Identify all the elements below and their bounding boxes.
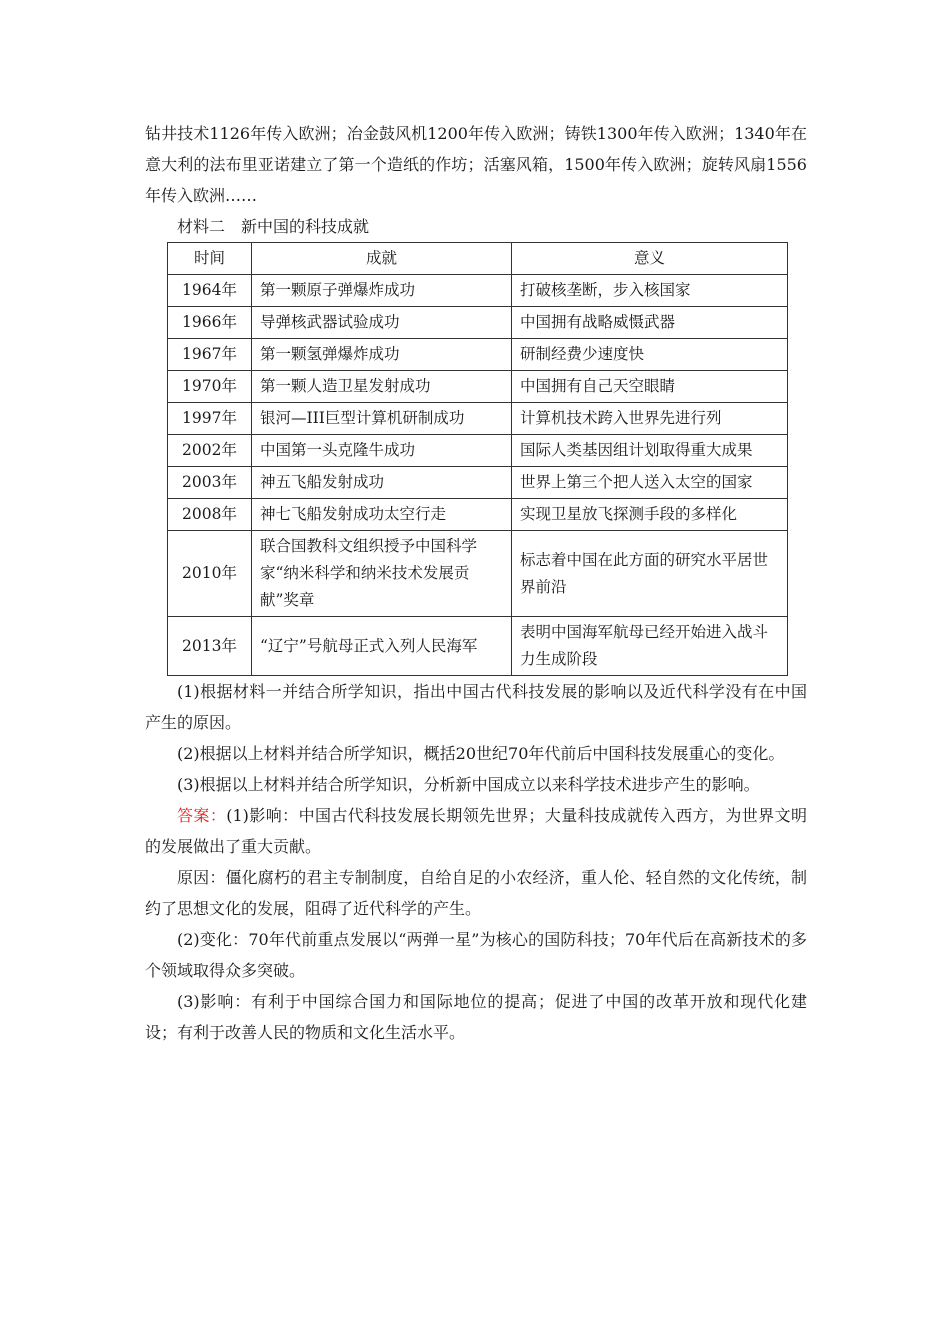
row-meaning: 标志着中国在此方面的研究水平居世界前沿 xyxy=(512,531,788,617)
question-2: (2)根据以上材料并结合所学知识，概括20世纪70年代前后中国科技发展重心的变化。 xyxy=(177,744,785,763)
answer-part-3: (3)影响：有利于中国综合国力和国际地位的提高；促进了中国的改革开放和现代化建设；有利于改善人民的物质和文化生活水平。 xyxy=(145,992,807,1042)
questions-block xyxy=(145,676,807,800)
row-achievement: 第一颗氢弹爆炸成功 xyxy=(252,339,512,371)
table-row xyxy=(168,435,788,467)
table-row xyxy=(168,499,788,531)
row-year: 1964年 xyxy=(168,275,252,307)
answer-label: 答案： xyxy=(177,806,227,825)
row-year: 2013年 xyxy=(168,617,252,676)
table-row xyxy=(168,531,788,617)
answer-part-1-text: (1)影响：中国古代科技发展长期领先世界；大量科技成就传入西方，为世界文明的发展做出了重大贡献。 xyxy=(145,806,807,856)
header-achievement: 成就 xyxy=(252,243,512,275)
table-row xyxy=(168,307,788,339)
document-page xyxy=(145,118,807,1048)
row-meaning: 打破核垄断，步入核国家 xyxy=(512,275,788,307)
question-1: (1)根据材料一并结合所学知识，指出中国古代科技发展的影响以及近代科学没有在中国产生的原因。 xyxy=(145,682,807,732)
answer-part-1 xyxy=(145,800,807,862)
answer-block xyxy=(145,800,807,1048)
question-3: (3)根据以上材料并结合所学知识，分析新中国成立以来科学技术进步产生的影响。 xyxy=(177,775,760,794)
table-row xyxy=(168,617,788,676)
row-achievement: 神七飞船发射成功太空行走 xyxy=(252,499,512,531)
row-meaning: 国际人类基因组计划取得重大成果 xyxy=(512,435,788,467)
row-year: 1970年 xyxy=(168,371,252,403)
row-meaning: 中国拥有自己天空眼睛 xyxy=(512,371,788,403)
row-year: 1967年 xyxy=(168,339,252,371)
header-meaning: 意义 xyxy=(512,243,788,275)
row-year: 2002年 xyxy=(168,435,252,467)
table-row xyxy=(168,403,788,435)
table-row xyxy=(168,339,788,371)
row-year: 1966年 xyxy=(168,307,252,339)
table-row xyxy=(168,371,788,403)
row-achievement: 中国第一头克隆牛成功 xyxy=(252,435,512,467)
table-row xyxy=(168,275,788,307)
material2-title: 材料二 新中国的科技成就 xyxy=(177,217,370,236)
row-meaning: 世界上第三个把人送入太空的国家 xyxy=(512,467,788,499)
row-year: 1997年 xyxy=(168,403,252,435)
row-achievement: “辽宁”号航母正式入列人民海军 xyxy=(252,617,512,676)
table-header-row xyxy=(168,243,788,275)
row-achievement: 导弹核武器试验成功 xyxy=(252,307,512,339)
header-time: 时间 xyxy=(168,243,252,275)
table-row xyxy=(168,467,788,499)
row-meaning: 中国拥有战略威慑武器 xyxy=(512,307,788,339)
row-achievement: 神五飞船发射成功 xyxy=(252,467,512,499)
row-year: 2008年 xyxy=(168,499,252,531)
material1-continuation: 钻井技术1126年传入欧洲；冶金鼓风机1200年传入欧洲；铸铁1300年传入欧洲；1340年在意大利的法布里亚诺建立了第一个造纸的作坊；活塞风箱，1500年传入欧洲；旋转风扇1556年传入欧洲…… xyxy=(145,124,807,205)
answer-part-2: (2)变化：70年代前重点发展以“两弹一星”为核心的国防科技；70年代后在高新技术的多个领域取得众多突破。 xyxy=(145,930,807,980)
row-achievement: 第一颗原子弹爆炸成功 xyxy=(252,275,512,307)
row-meaning: 研制经费少速度快 xyxy=(512,339,788,371)
row-achievement: 联合国教科文组织授予中国科学家“纳米科学和纳米技术发展贡献”奖章 xyxy=(252,531,512,617)
achievements-table xyxy=(167,242,788,676)
row-meaning: 实现卫星放飞探测手段的多样化 xyxy=(512,499,788,531)
answer-reason: 原因：僵化腐朽的君主专制制度，自给自足的小农经济，重人伦、轻自然的文化传统，制约了思想文化的发展，阻碍了近代科学的产生。 xyxy=(145,868,807,918)
row-year: 2003年 xyxy=(168,467,252,499)
row-meaning: 计算机技术跨入世界先进行列 xyxy=(512,403,788,435)
row-achievement: 银河—III巨型计算机研制成功 xyxy=(252,403,512,435)
row-meaning: 表明中国海军航母已经开始进入战斗力生成阶段 xyxy=(512,617,788,676)
row-achievement: 第一颗人造卫星发射成功 xyxy=(252,371,512,403)
row-year: 2010年 xyxy=(168,531,252,617)
